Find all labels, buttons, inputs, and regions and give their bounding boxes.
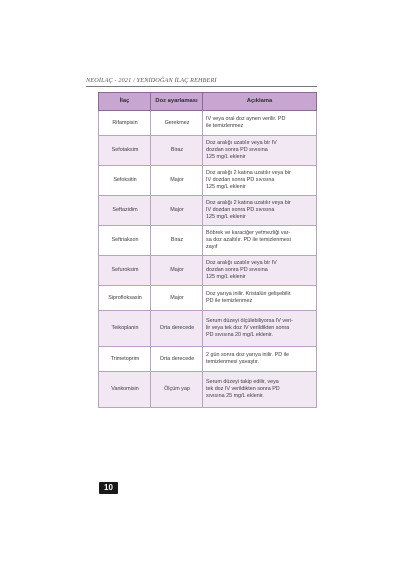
description-line: sa doz azaltılır. PD ile temizlenmesi — [206, 237, 291, 243]
description-line: PD ile temizlenmez — [206, 298, 253, 304]
table-row — [99, 372, 317, 408]
description-line: sıvısına 25 mg/L eklenir. — [206, 393, 264, 399]
table-row — [99, 166, 317, 196]
dose-adjustment-cell: Major — [151, 286, 203, 311]
drug-name-cell: Siprofloksasin — [99, 286, 151, 311]
dose-adjustment-cell: Major — [151, 166, 203, 196]
drug-name-cell: Vankomisin — [99, 372, 151, 408]
description-line: PD sıvısına 20 mg/L eklenir. — [206, 332, 273, 338]
description-line: IV dozdan sonra PD sıvısına — [206, 207, 275, 213]
table-header-row — [99, 93, 317, 111]
description-line: 125 mg/L eklenir — [206, 154, 246, 160]
column-header-drug: İlaç — [99, 93, 151, 111]
description-line: dozdan sonra PD sıvısına — [206, 267, 268, 273]
dose-adjustment-cell: Gerekmez — [151, 111, 203, 136]
description-cell — [203, 166, 317, 196]
table-row — [99, 256, 317, 286]
table-row — [99, 226, 317, 256]
description-cell — [203, 372, 317, 408]
dose-adjustment-cell: Ölçüm yap — [151, 372, 203, 408]
dose-adjustment-cell: Orta derecede — [151, 311, 203, 347]
drug-dose-table — [98, 92, 317, 408]
drug-name-cell: Trimetoprim — [99, 347, 151, 372]
drug-name-cell: Seftriakson — [99, 226, 151, 256]
description-line: zayıf — [206, 244, 218, 250]
drug-name-cell: Sefuroksim — [99, 256, 151, 286]
dose-adjustment-cell: Biraz — [151, 226, 203, 256]
description-cell — [203, 226, 317, 256]
table-row — [99, 136, 317, 166]
table-row — [99, 286, 317, 311]
description-line: temizlenmesi yavaştır. — [206, 359, 260, 365]
description-cell — [203, 286, 317, 311]
dose-adjustment-cell: Orta derecede — [151, 347, 203, 372]
description-line: ile temizlenmez — [206, 123, 244, 129]
drug-name-cell: Sefoksitin — [99, 166, 151, 196]
description-cell — [203, 196, 317, 226]
description-line: Böbrek ve karaciğer yetmezliği var- — [206, 230, 291, 236]
table-row — [99, 111, 317, 136]
description-line: IV dozdan sonra PD sıvısına — [206, 177, 275, 183]
drug-name-cell: Sefotaksim — [99, 136, 151, 166]
description-cell — [203, 136, 317, 166]
description-line: 125 mg/L eklenir — [206, 214, 246, 220]
drug-name-cell: Rifampisin — [99, 111, 151, 136]
description-line: IV veya oral doz aynen verilir. PD — [206, 116, 286, 122]
description-cell — [203, 111, 317, 136]
description-line: Doz aralığı 2 katına uzatılır veya bir — [206, 170, 291, 176]
description-line: 125 mg/L eklenir — [206, 274, 246, 280]
table-row — [99, 311, 317, 347]
dose-adjustment-cell: Biraz — [151, 136, 203, 166]
page-number: 10 — [99, 482, 118, 494]
description-cell — [203, 347, 317, 372]
description-line: lir veya tek doz IV verildikten sonra — [206, 325, 290, 331]
description-line: Serum düzeyi ölçülebiliyorsa IV veri- — [206, 318, 293, 324]
description-line: dozdan sonra PD sıvısına — [206, 147, 268, 153]
header-rule — [86, 86, 317, 87]
column-header-description: Açıklama — [203, 93, 317, 111]
drug-name-cell: Seftazidim — [99, 196, 151, 226]
column-header-dose: Doz ayarlaması — [151, 93, 203, 111]
description-line: tek doz IV verildikten sonra PD — [206, 386, 280, 392]
dose-adjustment-cell: Major — [151, 196, 203, 226]
table-row — [99, 196, 317, 226]
description-line: 2 gün sonra doz yarıya inilir. PD ile — [206, 352, 289, 358]
description-line: Doz aralığı 2 katına uzatılır veya bir — [206, 200, 291, 206]
running-header: NEOİLAÇ - 2021 / YENİDOĞAN İLAÇ REHBERİ — [86, 77, 217, 84]
table-row — [99, 347, 317, 372]
description-line: Doz yarıya inilir. Kristalüri gelişebilir. — [206, 291, 292, 297]
description-line: Serum düzeyi takip edilir, veya — [206, 379, 279, 385]
description-cell — [203, 311, 317, 347]
dose-adjustment-cell: Major — [151, 256, 203, 286]
description-line: Doz aralığı uzatılır veya bir IV — [206, 260, 277, 266]
drug-name-cell: Teikoplanin — [99, 311, 151, 347]
description-line: Doz aralığı uzatılır veya bir IV — [206, 140, 277, 146]
description-cell — [203, 256, 317, 286]
description-line: 125 mg/L eklenir — [206, 184, 246, 190]
